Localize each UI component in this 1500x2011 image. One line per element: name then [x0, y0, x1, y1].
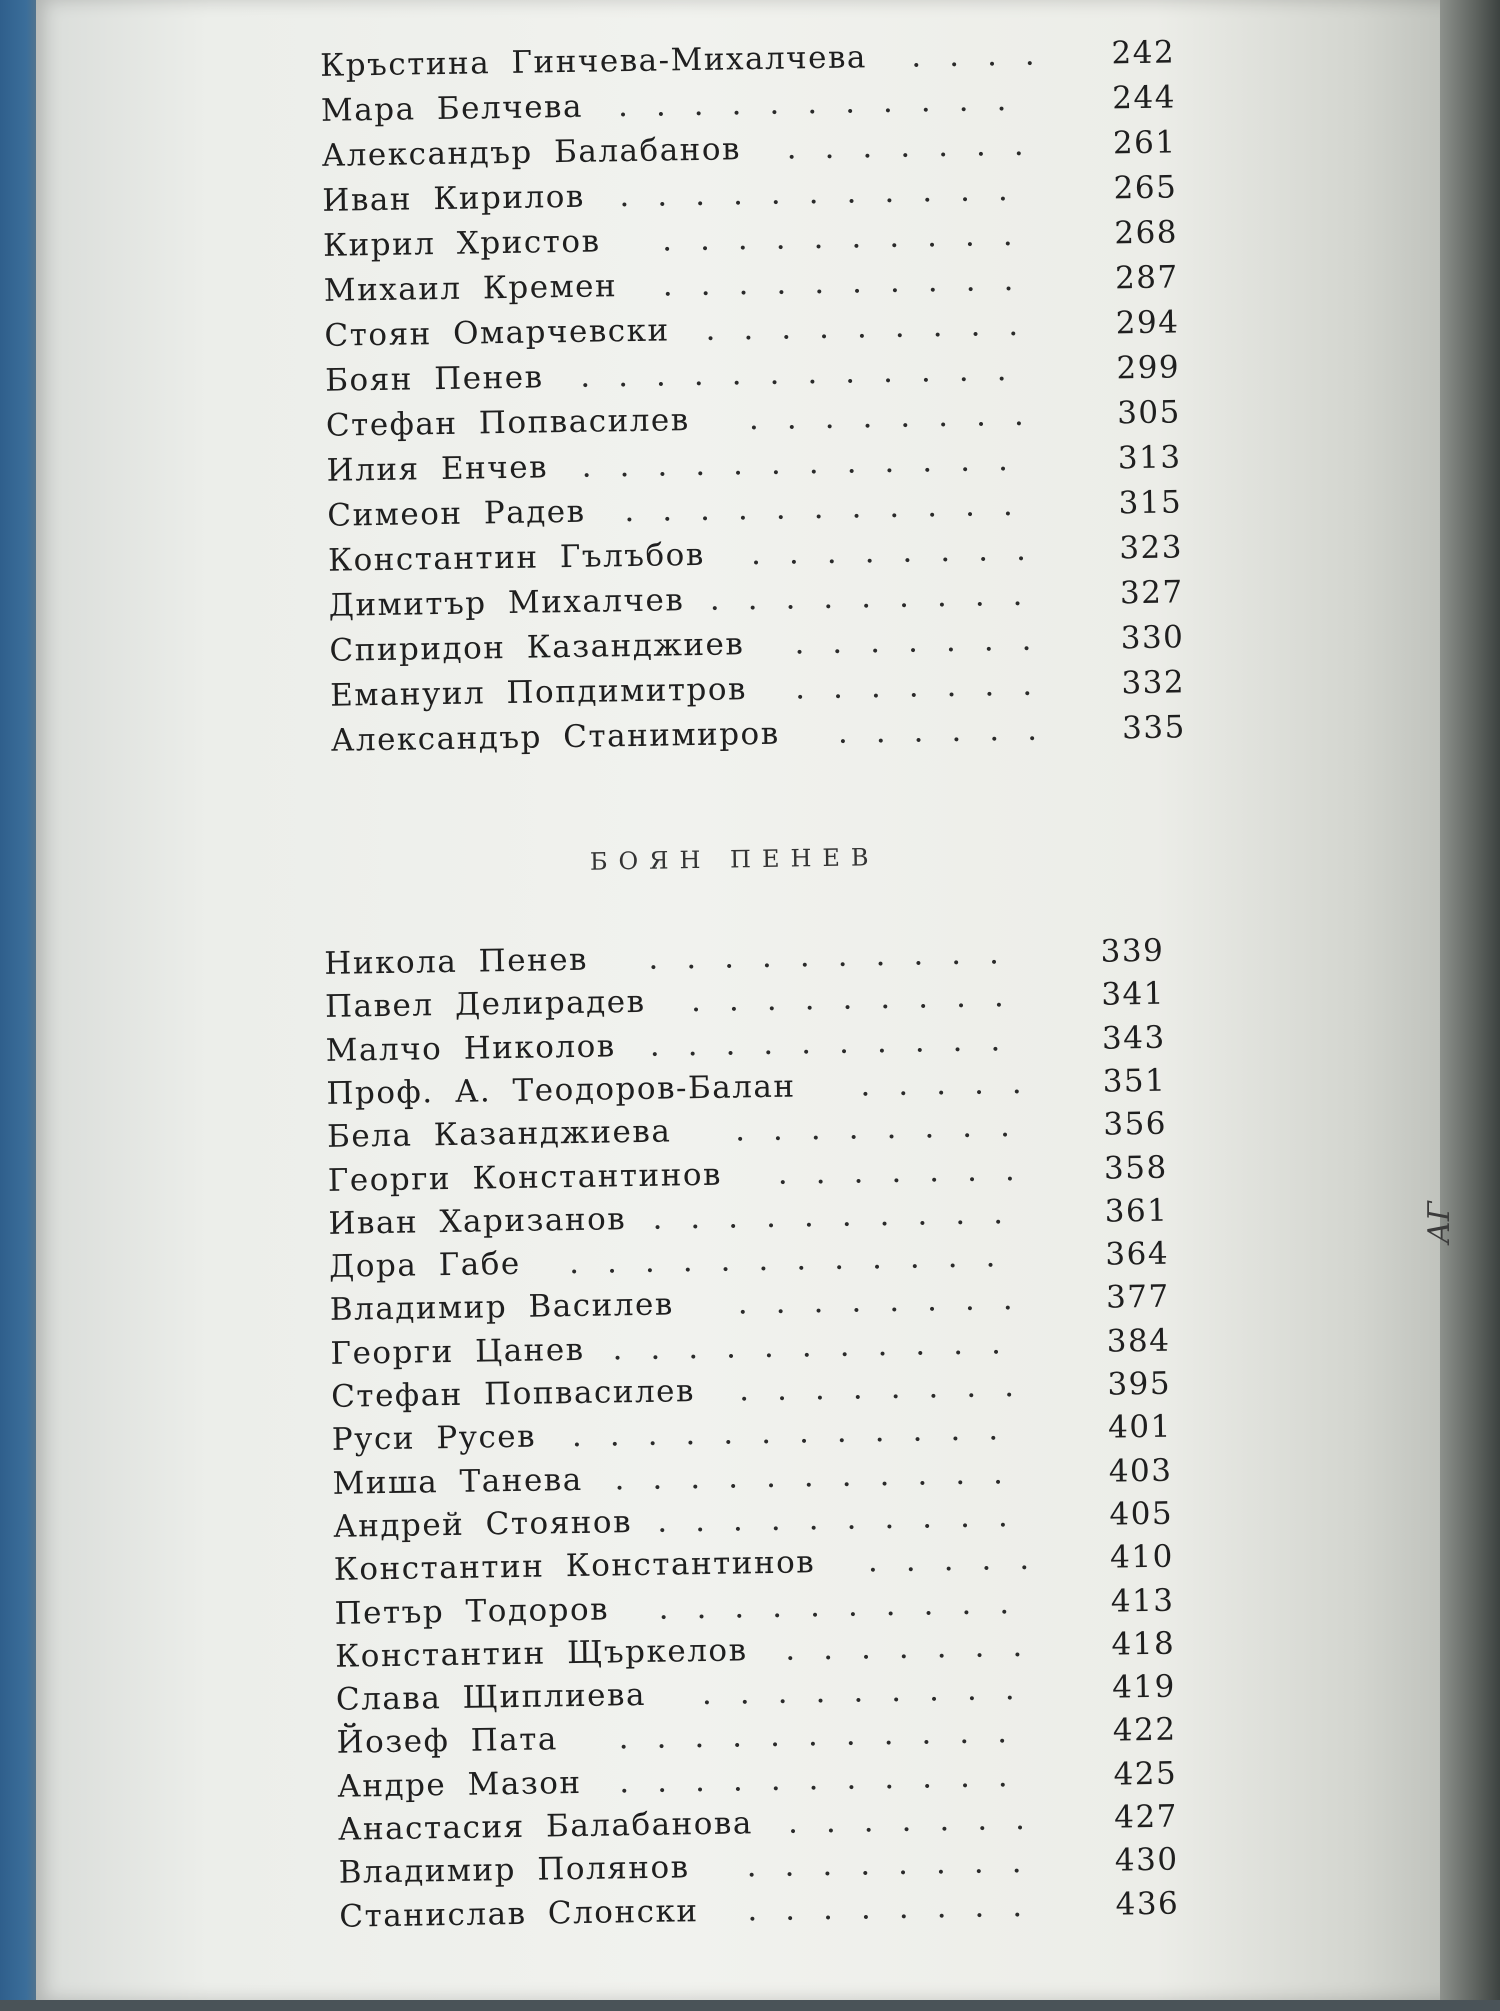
toc-entry-page-number: 315	[1118, 484, 1183, 522]
toc-entry-name: Малчо Николов	[325, 1027, 616, 1069]
toc-leader-dots: ..........	[652, 1194, 1032, 1237]
toc-entry-name: Павел Делирадев	[324, 984, 646, 1026]
toc-entry-name: Дора Габе	[328, 1245, 521, 1285]
section-heading: БОЯН ПЕНЕВ	[589, 843, 880, 876]
toc-entry-name: Симеон Радев	[327, 493, 586, 534]
toc-leader-dots: ..........	[656, 1497, 1036, 1540]
toc-entry-name: Петър Тодоров	[334, 1591, 610, 1632]
toc-entry-page-number: 268	[1114, 214, 1179, 252]
toc-leader-dots: ........	[734, 1107, 1039, 1149]
toc-entry-name: Руси Русев	[331, 1418, 537, 1459]
toc-entry-page-number: 361	[1104, 1192, 1169, 1230]
toc-entry-name: Стефан Попвасилев	[330, 1373, 696, 1415]
toc-leader-dots: ...........	[618, 1714, 1036, 1757]
toc-entry-name: Владимир Василев	[329, 1286, 675, 1329]
toc-entry-page-number: 419	[1111, 1668, 1177, 1706]
toc-leader-dots: ........	[748, 396, 1052, 438]
toc-entry-name: Йозеф Пата	[336, 1721, 559, 1762]
toc-leader-dots: ............	[568, 1238, 1024, 1282]
toc-entry-name: Михаил Кремен	[323, 268, 618, 309]
toc-leader-dots: ..........	[648, 934, 1028, 977]
toc-entry-page-number: 356	[1103, 1105, 1168, 1143]
toc-leader-dots: ............	[579, 351, 1035, 395]
toc-entry-page-number: 427	[1113, 1798, 1179, 1836]
toc-entry-name: Бела Казанджиева	[326, 1113, 672, 1156]
toc-entry-page-number: 364	[1105, 1235, 1170, 1273]
toc-entry-page-number: 413	[1110, 1582, 1175, 1620]
toc-entry-name: Георги Цанев	[330, 1331, 585, 1372]
toc-entry-name: Константин Щъркелов	[334, 1632, 748, 1675]
toc-entry-name: Слава Щиплиева	[335, 1677, 647, 1718]
toc-entry-page-number: 261	[1112, 124, 1177, 162]
toc-leader-dots: ........	[746, 1843, 1050, 1885]
margin-pencil-note: АГ	[1421, 1201, 1457, 1244]
toc-leader-dots: .......	[777, 1151, 1043, 1192]
toc-entry-name: Боян Пенев	[324, 359, 544, 399]
toc-entry-name: Емануил Попдимитров	[329, 671, 748, 714]
toc-leader-dots: .......	[784, 1627, 1051, 1668]
toc-leader-dots: .........	[705, 306, 1047, 348]
toc-entry-page-number: 323	[1119, 529, 1184, 567]
toc-entry-page-number: 287	[1114, 259, 1179, 297]
toc-entry-page-number: 294	[1115, 304, 1180, 342]
toc-leader-dots: ....	[910, 36, 1063, 75]
toc-entry-name: Андрей Стоянов	[332, 1504, 633, 1545]
toc-leader-dots: ..........	[661, 216, 1041, 259]
toc-entry-page-number: 422	[1112, 1711, 1177, 1749]
toc-entry-page-number: 242	[1111, 34, 1176, 72]
toc-entry-name: Константин Константинов	[333, 1544, 816, 1589]
toc-entry-name: Иван Харизанов	[328, 1200, 627, 1242]
toc-entry-page-number: 330	[1120, 619, 1185, 657]
toc-leader-dots: .........	[701, 1670, 1043, 1713]
toc-entry-page-number: 401	[1107, 1408, 1173, 1446]
toc-leader-dots: ...........	[617, 81, 1035, 125]
toc-leader-dots: ..........	[662, 261, 1042, 304]
toc-entry-name: Кръстина Гинчева-Михалчева	[319, 39, 868, 84]
toc-entry-page-number: 343	[1101, 1019, 1166, 1057]
toc-leader-dots: ........	[747, 1887, 1051, 1928]
toc-leader-dots: ........	[750, 531, 1055, 573]
toc-leader-dots: .......	[794, 621, 1060, 662]
toc-leader-dots: ...........	[619, 171, 1037, 215]
toc-entry-page-number: 305	[1116, 394, 1182, 432]
toc-entry-name: Александър Балабанов	[321, 131, 742, 174]
toc-entry-name: Станислав Слонски	[339, 1892, 699, 1935]
toc-entry-page-number: 418	[1111, 1625, 1176, 1663]
toc-entry-name: Александър Станимиров	[330, 715, 780, 759]
toc-leader-dots: ......	[837, 711, 1066, 751]
toc-entry-page-number: 403	[1108, 1452, 1173, 1490]
toc-leader-dots: ..........	[649, 1021, 1029, 1064]
toc-entry-name: Иван Кирилов	[322, 178, 586, 219]
toc-entry-page-number: 332	[1121, 664, 1186, 702]
toc-entry-page-number: 299	[1116, 349, 1181, 387]
toc-entry-page-number: 384	[1106, 1322, 1171, 1360]
toc-entry-name: Миша Танева	[332, 1461, 583, 1502]
toc-entry-page-number: 244	[1111, 79, 1177, 117]
toc-entry-name: Стоян Омарчевски	[324, 312, 670, 354]
toc-entry-page-number: 395	[1107, 1365, 1172, 1403]
toc-entry-name: Кирил Христов	[322, 223, 601, 264]
toc-entry-page-number: 430	[1114, 1841, 1179, 1879]
toc-entry-name: Илия Енчев	[326, 449, 549, 489]
toc-entry-name: Андре Мазон	[337, 1764, 582, 1805]
toc-entry-page-number: 335	[1121, 709, 1187, 747]
toc-leader-dots: .....	[860, 1064, 1050, 1104]
toc-leader-dots: ............	[581, 441, 1037, 485]
toc-leader-dots: .........	[690, 978, 1032, 1020]
toc-entry-page-number: 313	[1117, 439, 1182, 477]
toc-leader-dots: ..........	[658, 1584, 1038, 1627]
toc-entry-name: Спиридон Казанджиев	[329, 626, 745, 669]
toc-leader-dots: ............	[571, 1411, 1027, 1455]
toc-entry-name: Проф. А. Теодоров-Балан	[326, 1068, 796, 1112]
toc-leader-dots: .......	[787, 1800, 1054, 1841]
toc-entry-name: Никола Пенев	[324, 941, 589, 982]
toc-entry-name: Мара Белчева	[320, 88, 584, 129]
toc-entry-page-number: 358	[1103, 1149, 1168, 1187]
toc-entry-page-number: 341	[1101, 975, 1166, 1013]
toc-entry-page-number: 339	[1100, 932, 1165, 970]
toc-entry-page-number: 405	[1109, 1495, 1174, 1533]
toc-entry-page-number: 265	[1113, 169, 1178, 207]
toc-leader-dots: .........	[709, 576, 1051, 618]
toc-entry-name: Владимир Полянов	[338, 1849, 690, 1892]
toc-leader-dots: .......	[794, 666, 1061, 707]
toc-entry-page-number: 436	[1115, 1885, 1180, 1923]
toc-entry-page-number: 425	[1113, 1755, 1178, 1793]
toc-leader-dots: ........	[738, 1367, 1043, 1409]
toc-leader-dots: .....	[867, 1540, 1058, 1580]
toc-entry-page-number: 377	[1105, 1279, 1171, 1317]
toc-entry-name: Димитър Михалчев	[328, 582, 685, 624]
toc-leader-dots: ...........	[618, 1757, 1036, 1801]
toc-entry-page-number: 351	[1102, 1062, 1167, 1100]
toc-leader-dots: ...........	[612, 1324, 1030, 1368]
toc-leader-dots: .......	[786, 126, 1052, 167]
toc-leader-dots: ........	[737, 1281, 1041, 1322]
toc-entry-page-number: 327	[1119, 574, 1184, 612]
toc-entry-name: Стефан Попвасилев	[325, 402, 690, 444]
toc-leader-dots: ...........	[624, 486, 1041, 530]
toc-entry-name: Константин Гълъбов	[327, 536, 706, 579]
toc-entry-page-number: 410	[1109, 1538, 1175, 1576]
toc-entry-name: Анастасия Балабанова	[337, 1805, 754, 1848]
toc-entry-name: Георги Константинов	[327, 1156, 723, 1199]
toc-leader-dots: ...........	[614, 1454, 1032, 1497]
